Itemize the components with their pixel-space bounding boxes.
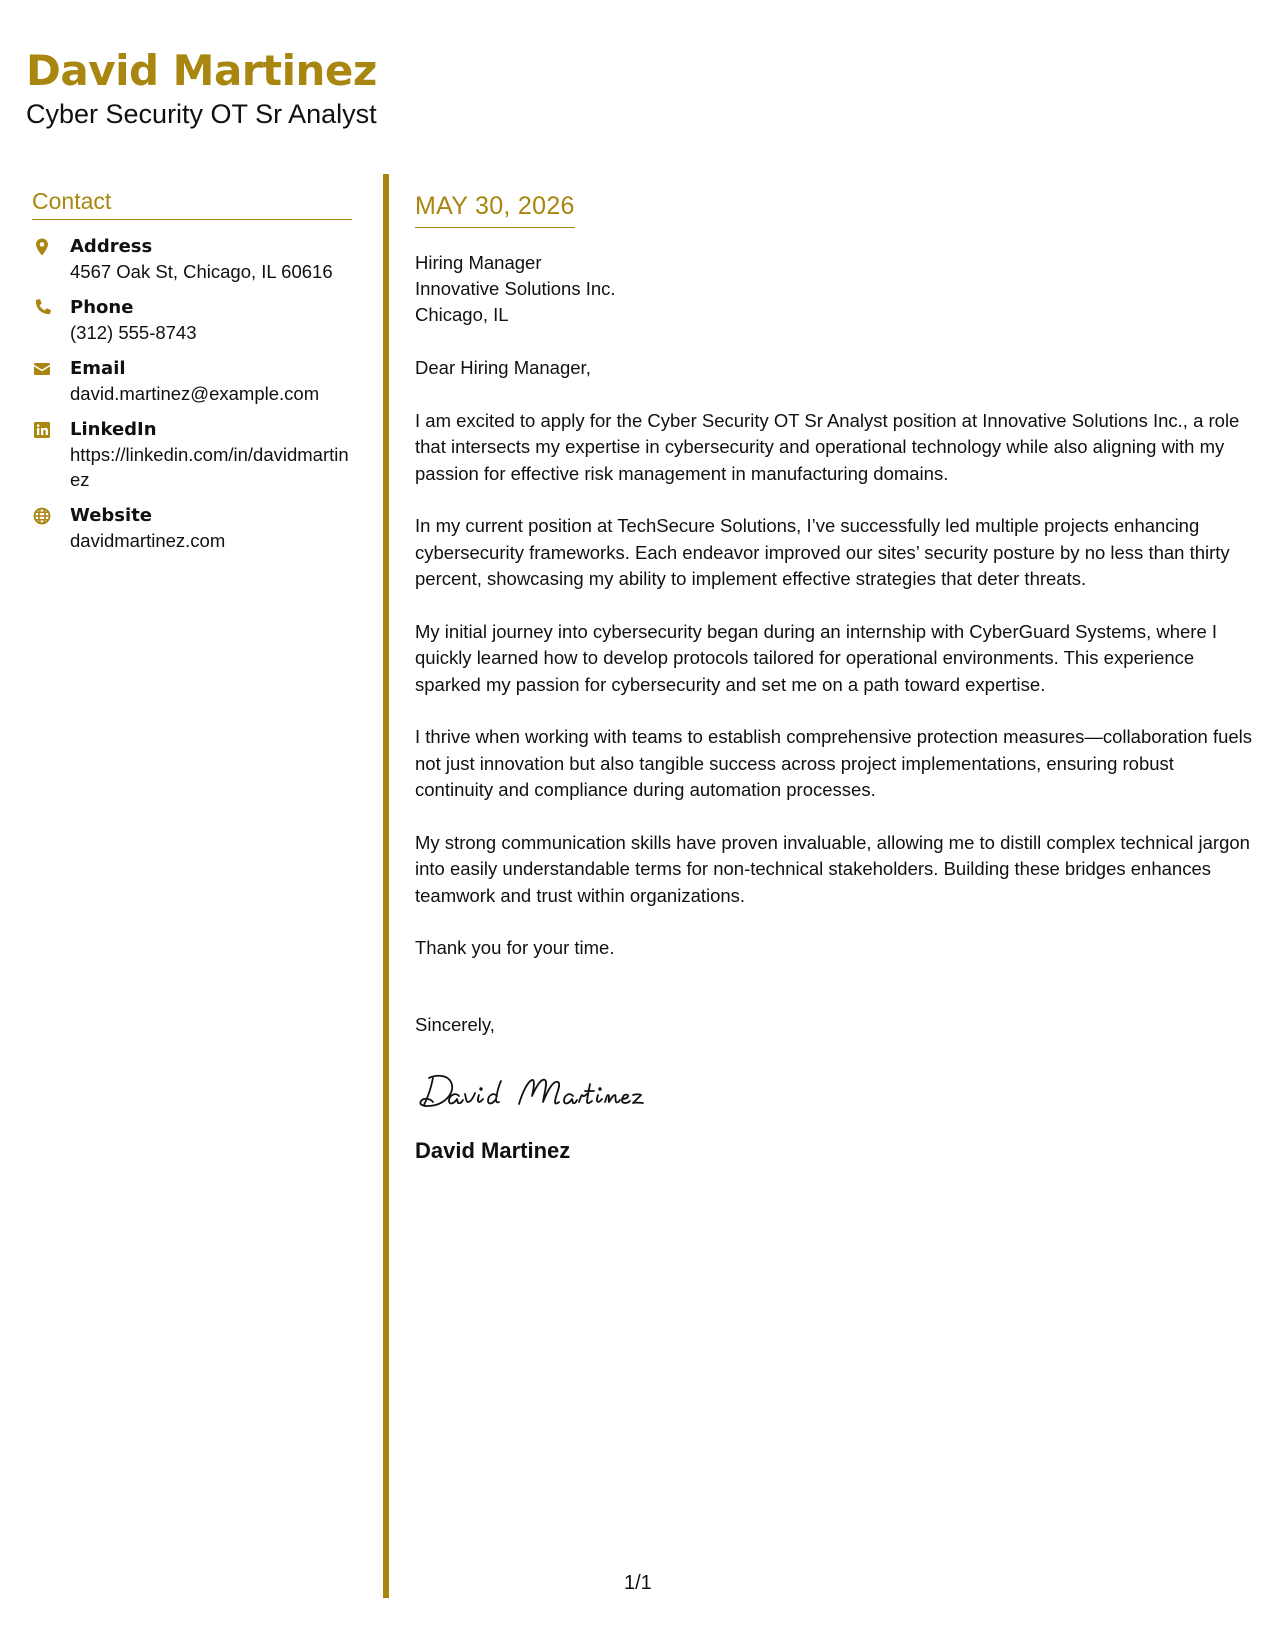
paragraph-5: My strong communication skills have proven invaluable, allowing me to distill complex technical jargon into easily understandable terms for non-technical stakeholders. Building these bridges enhances teamwork and trust within organizations.: [415, 831, 1250, 906]
recipient-company: Innovative Solutions Inc.: [415, 278, 616, 299]
envelope-icon: [32, 359, 52, 379]
contact-phone: [32, 295, 352, 345]
column-divider: [383, 174, 389, 1598]
candidate-name: David Martinez: [26, 46, 377, 95]
website-value[interactable]: davidmartinez.com: [70, 530, 226, 551]
linkedin-value[interactable]: https://linkedin.com/in/davidmartinez: [70, 444, 349, 490]
salutation: Dear Hiring Manager,: [415, 357, 591, 378]
paragraph-4: I thrive when working with teams to establish comprehensive protection measures—collaboration fuels not just innovation but also tangible success across project implementations, ensuring robust continuity and compliance during automation processes.: [415, 726, 1253, 800]
website-label: Website: [70, 505, 153, 526]
contact-linkedin: [32, 417, 352, 492]
paragraph-1: I am excited to apply for the Cyber Security OT Sr Analyst position at Innovative Solutions Inc., a role that intersects my expertise in cybersecurity and operational technology while also aligning with my passion for effective risk management in manufacturing domains.: [415, 409, 1240, 484]
contact-sidebar: [32, 188, 352, 553]
recipient-title: Hiring Manager: [415, 252, 542, 273]
letter-date: MAY 30, 2026: [415, 192, 575, 228]
thank-you-line: Thank you for your time.: [415, 937, 615, 958]
closing: Sincerely,: [415, 1013, 495, 1035]
address-label: Address: [70, 236, 153, 257]
signed-name: David Martinez: [415, 1137, 571, 1163]
contact-email: [32, 356, 352, 406]
recipient-block: [415, 250, 1255, 328]
page-number: 1/1: [624, 1572, 652, 1594]
paragraph-2: In my current position at TechSecure Solutions, I’ve successfully led multiple projects enhancing cybersecurity frameworks. Each endeavor improved our sites’ security posture by no less than thirty percent, showcasing my ability to implement effective strategies that deter threats.: [415, 515, 1230, 589]
job-title: Cyber Security OT Sr Analyst: [26, 99, 377, 129]
contact-website: [32, 503, 352, 553]
phone-icon: [32, 298, 52, 318]
email-label: Email: [70, 358, 126, 379]
address-value: 4567 Oak St, Chicago, IL 60616: [70, 261, 333, 282]
letter-body: [415, 192, 1255, 1164]
linkedin-label: LinkedIn: [70, 419, 157, 440]
phone-label: Phone: [70, 297, 134, 318]
phone-value: (312) 555-8743: [70, 322, 197, 343]
contact-address: [32, 234, 352, 284]
contact-heading: Contact: [32, 188, 352, 220]
handwritten-signature: [415, 1066, 675, 1116]
globe-icon: [32, 506, 52, 526]
recipient-location: Chicago, IL: [415, 304, 509, 325]
paragraph-3: My initial journey into cybersecurity began during an internship with CyberGuard Systems, where I quickly learned how to develop protocols tailored for operational environments. This experience sparked my passion for cybersecurity and set me on a path toward expertise.: [415, 620, 1218, 695]
linkedin-icon: [32, 420, 52, 440]
location-pin-icon: [32, 237, 52, 257]
email-value[interactable]: david.martinez@example.com: [70, 383, 320, 404]
